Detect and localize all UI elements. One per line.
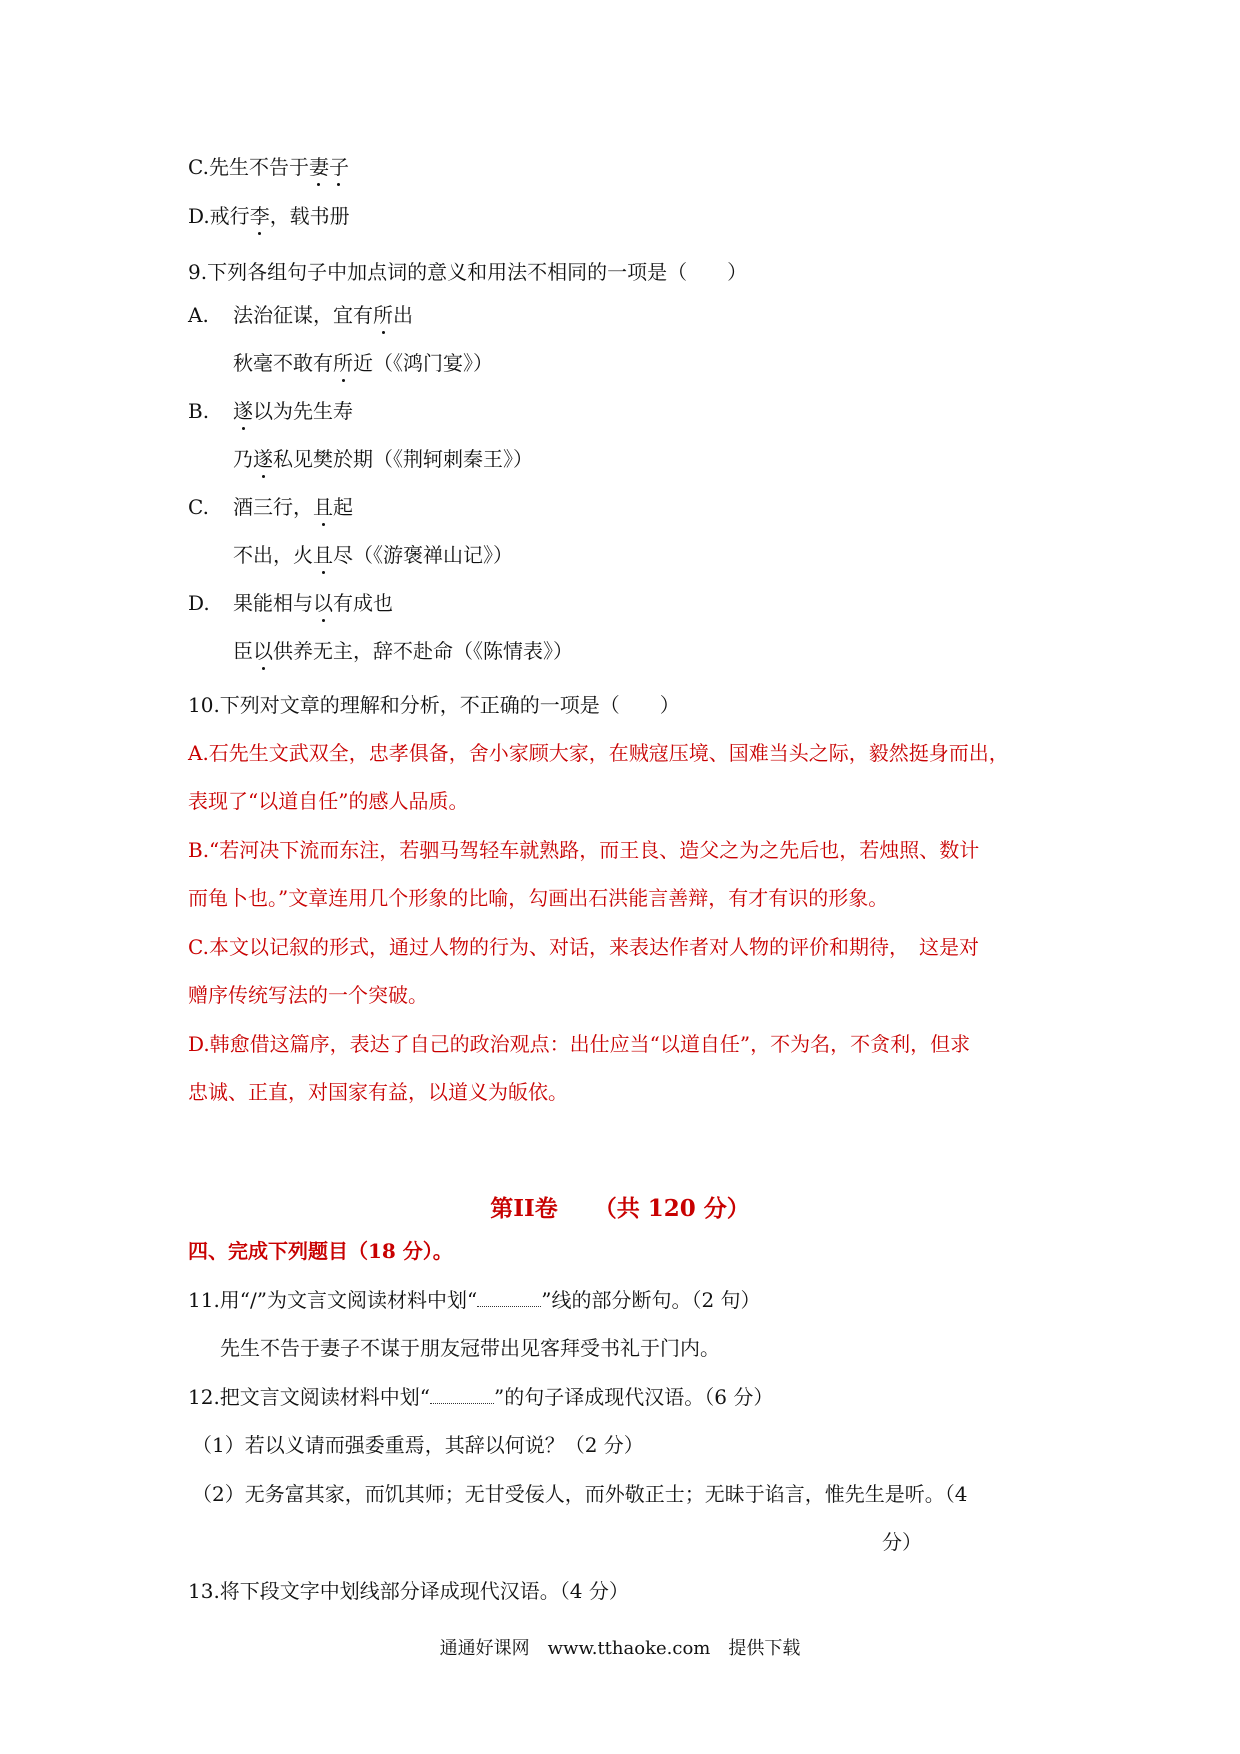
wavy-underline-sample bbox=[477, 1292, 541, 1307]
q12-sub-2-cont: 分） bbox=[882, 1530, 922, 1554]
q9-option-c-line1: C. 酒三行，且起 bbox=[188, 495, 353, 519]
footer-credit: 通通好课网 www.tthaoke.com 提供下载 bbox=[439, 1638, 801, 1659]
q8-option-d: D.戒行李，载书册 bbox=[188, 204, 350, 228]
q13-stem: 13.将下段文字中划线部分译成现代汉语。（4 分） bbox=[188, 1579, 629, 1603]
q10-option-c-line2: 赠序传统写法的一个突破。 bbox=[188, 983, 428, 1007]
volume-heading bbox=[0, 1190, 1240, 1223]
q12-sub-1: （1）若以义请而强委重焉，其辞以何说？（2 分） bbox=[192, 1433, 644, 1457]
q10-option-c-line1: C.本文以记叙的形式，通过人物的行为、对话，来表达作者对人物的评价和期待， 这是对 bbox=[188, 935, 979, 959]
q12-sub-2: （2）无务富其家，而饥其师；无甘受佞人，而外敬正士；无昧于谄言，惟先生是听。（4 bbox=[192, 1482, 968, 1506]
q10-option-d-line2: 忠诚、正直，对国家有益，以道义为皈依。 bbox=[188, 1080, 568, 1104]
section-4-heading: 四、完成下列题目（18 分）。 bbox=[188, 1239, 453, 1263]
volume-name: 第II卷 bbox=[490, 1195, 558, 1222]
volume-score: （共 120 分） bbox=[593, 1195, 750, 1222]
q9-option-d-line2: 臣以供养无主，辞不赴命（《陈情表》） bbox=[233, 639, 573, 663]
q8-option-c: C.先生不告于妻子 bbox=[188, 155, 349, 179]
q9-option-a-line1: A. 法治征谋，宜有所出 bbox=[188, 303, 413, 327]
q10-option-b-line2: 而龟卜也。”文章连用几个形象的比喻，勾画出石洪能言善辩，有才有识的形象。 bbox=[188, 886, 889, 910]
q11-stem: 11.用“/”为文言文阅读材料中划“ ”线的部分断句。（2 句） bbox=[188, 1288, 761, 1312]
q9-option-d-line1: D. 果能相与以有成也 bbox=[188, 591, 393, 615]
q10-option-a-line1: A.石先生文武双全，忠孝俱备，舍小家顾大家，在贼寇压境、国难当头之际，毅然挺身而出， bbox=[188, 741, 1009, 765]
q9-option-b-line1: B. 遂以为先生寿 bbox=[188, 399, 353, 423]
q9-stem: 9.下列各组句子中加点词的意义和用法不相同的一项是（ ） bbox=[188, 260, 748, 284]
q9-option-c-line2: 不出，火且尽（《游褒禅山记》） bbox=[233, 543, 513, 567]
q9-option-b-line2: 乃遂私见樊於期（《荆轲刺秦王》） bbox=[233, 447, 533, 471]
q10-option-a-line2: 表现了“以道自任”的感人品质。 bbox=[188, 789, 469, 813]
q10-option-d-line1: D.韩愈借这篇序，表达了自己的政治观点：出仕应当“以道自任”，不为名，不贪利，但求 bbox=[188, 1032, 971, 1056]
q12-stem: 12.把文言文阅读材料中划“ ”的句子译成现代汉语。（6 分） bbox=[188, 1385, 774, 1409]
q11-text: 先生不告于妻子不谋于朋友冠带出见客拜受书礼于门内。 bbox=[220, 1336, 720, 1360]
q9-option-a-line2: 秋毫不敢有所近（《鸿门宴》） bbox=[233, 351, 493, 375]
underline-sample bbox=[430, 1389, 494, 1404]
q10-option-b-line1: B.“若河决下流而东注，若驷马驾轻车就熟路，而王良、造父之为之先后也，若烛照、数计 bbox=[188, 838, 980, 862]
q10-stem: 10.下列对文章的理解和分析，不正确的一项是（ ） bbox=[188, 693, 680, 717]
